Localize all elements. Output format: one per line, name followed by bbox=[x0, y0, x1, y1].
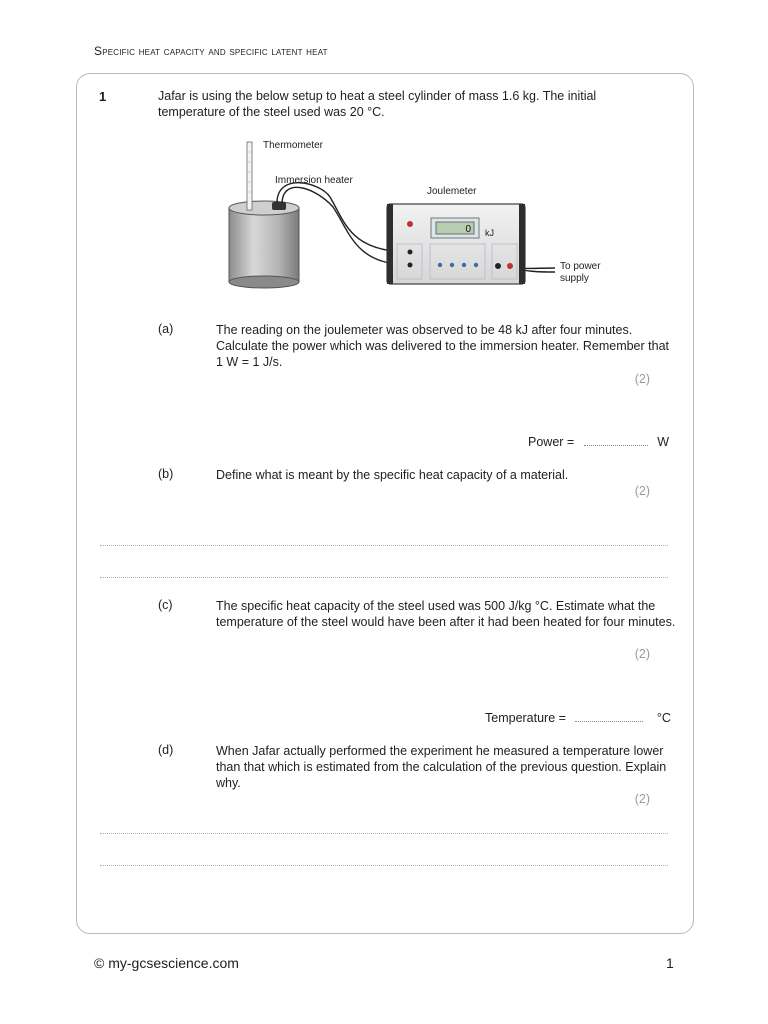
heater-label: Immersion heater bbox=[275, 175, 353, 186]
part-a-marks: (2) bbox=[634, 372, 650, 386]
page-header: Specific heat capacity and specific latent heat bbox=[94, 44, 328, 58]
question-intro: Jafar is using the below setup to heat a steel cylinder of mass 1.6 kg. The initial temperature of the steel used was 20 °C. bbox=[158, 89, 597, 119]
power-supply-label-1: To power bbox=[560, 261, 601, 272]
part-b-text: Define what is meant by the specific heat capacity of a material. bbox=[216, 468, 569, 482]
joulemeter-label: Joulemeter bbox=[427, 186, 477, 197]
temperature-answer-row bbox=[485, 711, 671, 725]
thermometer bbox=[247, 142, 252, 210]
copyright-footer: © my-gcsescience.com bbox=[94, 955, 239, 971]
part-c-label: (c) bbox=[158, 598, 173, 612]
power-supply-label-2: supply bbox=[560, 273, 589, 284]
part-c-text: The specific heat capacity of the steel used was 500 J/kg °C. Estimate what the temperature of the steel would have been after it had been heated for four minutes. bbox=[216, 599, 676, 630]
part-a-text: The reading on the joulemeter was observed to be 48 kJ after four minutes. Calculate the power which was delivered to the immersion heater. Remember that 1 W = 1 J/s. bbox=[216, 323, 669, 370]
steel-cylinder bbox=[229, 201, 299, 288]
page-number: 1 bbox=[666, 955, 674, 971]
power-answer-blank[interactable] bbox=[584, 435, 648, 446]
part-d-label: (d) bbox=[158, 743, 174, 757]
part-d-answer-line-2[interactable] bbox=[100, 865, 668, 866]
temperature-answer-label: Temperature = bbox=[485, 711, 566, 725]
unit-label: kJ bbox=[485, 228, 494, 238]
part-d-text: When Jafar actually performed the experiment he measured a temperature lower than that which is estimated from the calculation of the previous question. Explain why. bbox=[216, 744, 667, 791]
part-b-answer-line-2[interactable] bbox=[100, 577, 668, 578]
immersion-heater bbox=[272, 202, 286, 210]
power-answer-row bbox=[528, 435, 669, 449]
part-b-answer-line-1[interactable] bbox=[100, 545, 668, 546]
part-a-label: (a) bbox=[158, 322, 174, 336]
part-b-label: (b) bbox=[158, 467, 174, 481]
display-value: 0 bbox=[465, 224, 471, 235]
part-c-marks: (2) bbox=[634, 647, 650, 661]
part-d-answer-line-1[interactable] bbox=[100, 833, 668, 834]
temperature-answer-blank[interactable] bbox=[575, 711, 643, 722]
part-b-marks: (2) bbox=[634, 484, 650, 498]
part-d-marks: (2) bbox=[634, 792, 650, 806]
joulemeter bbox=[387, 204, 525, 284]
temperature-answer-unit: °C bbox=[656, 711, 671, 725]
power-answer-unit: W bbox=[657, 435, 669, 449]
apparatus-diagram bbox=[205, 132, 625, 292]
question-number: 1 bbox=[99, 89, 107, 104]
power-answer-label: Power = bbox=[528, 435, 575, 449]
thermometer-label: Thermometer bbox=[263, 140, 324, 151]
